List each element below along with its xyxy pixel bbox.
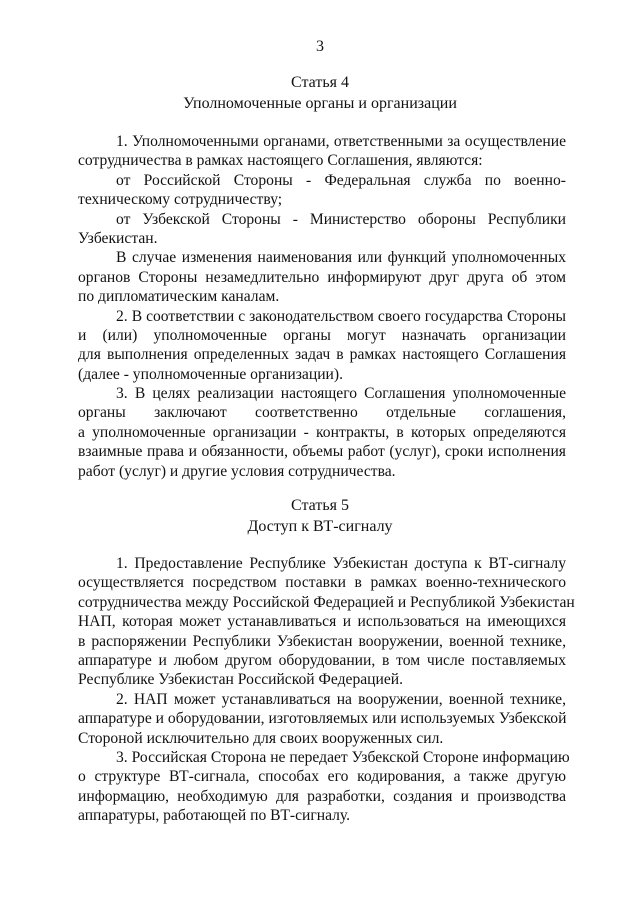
text-line: по дипломатическим каналам. xyxy=(78,288,280,306)
text-line: Республике Узбекистан Российской Федерацией. xyxy=(78,671,404,689)
article-5-body xyxy=(78,554,575,825)
article-5-title: Доступ к ВТ-сигналу xyxy=(247,518,393,535)
text-line: 2. В соответствии с законодательством своего государства Стороны xyxy=(116,307,566,325)
text-line: от Российской Стороны - Федеральная служба по военно- xyxy=(116,171,566,189)
text-line: 1. Предоставление Республике Узбекистан доступа к ВТ-сигналу xyxy=(116,555,566,572)
text-line: для выполнения определенных задач в рамках настоящего Соглашения xyxy=(78,346,566,364)
article-5-heading: Статья 5 xyxy=(291,497,349,514)
text-line: (далее - уполномоченные организации). xyxy=(78,365,343,383)
text-line: 2. НАП может устанавливаться на вооружении, военной технике, xyxy=(116,690,566,708)
text-line: аппаратуры, работающей по ВТ-сигналу. xyxy=(78,807,351,825)
text-line: в распоряжении Республики Узбекистан вооружении, военной технике, xyxy=(78,632,566,650)
text-line: от Узбекской Стороны - Министерство обороны Республики xyxy=(116,210,566,228)
text-line: 1. Уполномоченными органами, ответственными за осуществление xyxy=(116,133,566,150)
text-line: техническому сотрудничеству; xyxy=(78,191,283,209)
text-line: о структуре ВТ-сигнала, способах его кодирования, а также другую xyxy=(78,768,566,786)
text-line: Стороной исключительно для своих вооруженных сил. xyxy=(78,729,444,747)
text-line: сотрудничества в рамках настоящего Соглашения, являются: xyxy=(78,152,483,170)
text-line: аппаратуре и любом другом оборудовании, в том числе поставляемых xyxy=(78,651,566,669)
text-line: аппаратуре и оборудовании, изготовляемых или используемых Узбекской xyxy=(78,710,567,728)
page-number: 3 xyxy=(316,38,324,55)
text-line: В случае изменения наименования или функций уполномоченных xyxy=(116,249,566,267)
text-line: осуществляется посредством поставки в рамках военно-технического xyxy=(78,574,566,592)
article-4-heading: Статья 4 xyxy=(291,74,349,91)
text-line: органы заключают соответственно отдельные соглашения, xyxy=(78,404,566,422)
text-line: взаимные права и обязанности, объемы работ (услуг), сроки исполнения xyxy=(78,443,566,461)
text-line: 3. В целях реализации настоящего Соглашения уполномоченные xyxy=(116,385,566,403)
article-4-title: Уполномоченные органы и организации xyxy=(183,95,457,112)
text-line: Узбекистан. xyxy=(78,229,158,247)
text-line: сотрудничества между Российской Федерацией и Республикой Узбекистан xyxy=(78,593,575,611)
text-line: а уполномоченные организации - контракты, в которых определяются xyxy=(78,423,566,441)
text-line: работ (услуг) и другие условия сотрудничества. xyxy=(78,462,396,480)
text-line: НАП, которая может устанавливаться и использоваться на имеющихся xyxy=(78,613,566,631)
article-4-body xyxy=(78,132,566,481)
text-line: и (или) уполномоченные органы могут назначать организации xyxy=(78,326,566,344)
text-line: органов Стороны незамедлительно информируют друг друга об этом xyxy=(78,268,566,286)
text-line: 3. Российская Сторона не передает Узбекской Стороне информацию xyxy=(116,748,570,766)
text-line: информацию, необходимую для разработки, создания и производства xyxy=(78,787,566,805)
